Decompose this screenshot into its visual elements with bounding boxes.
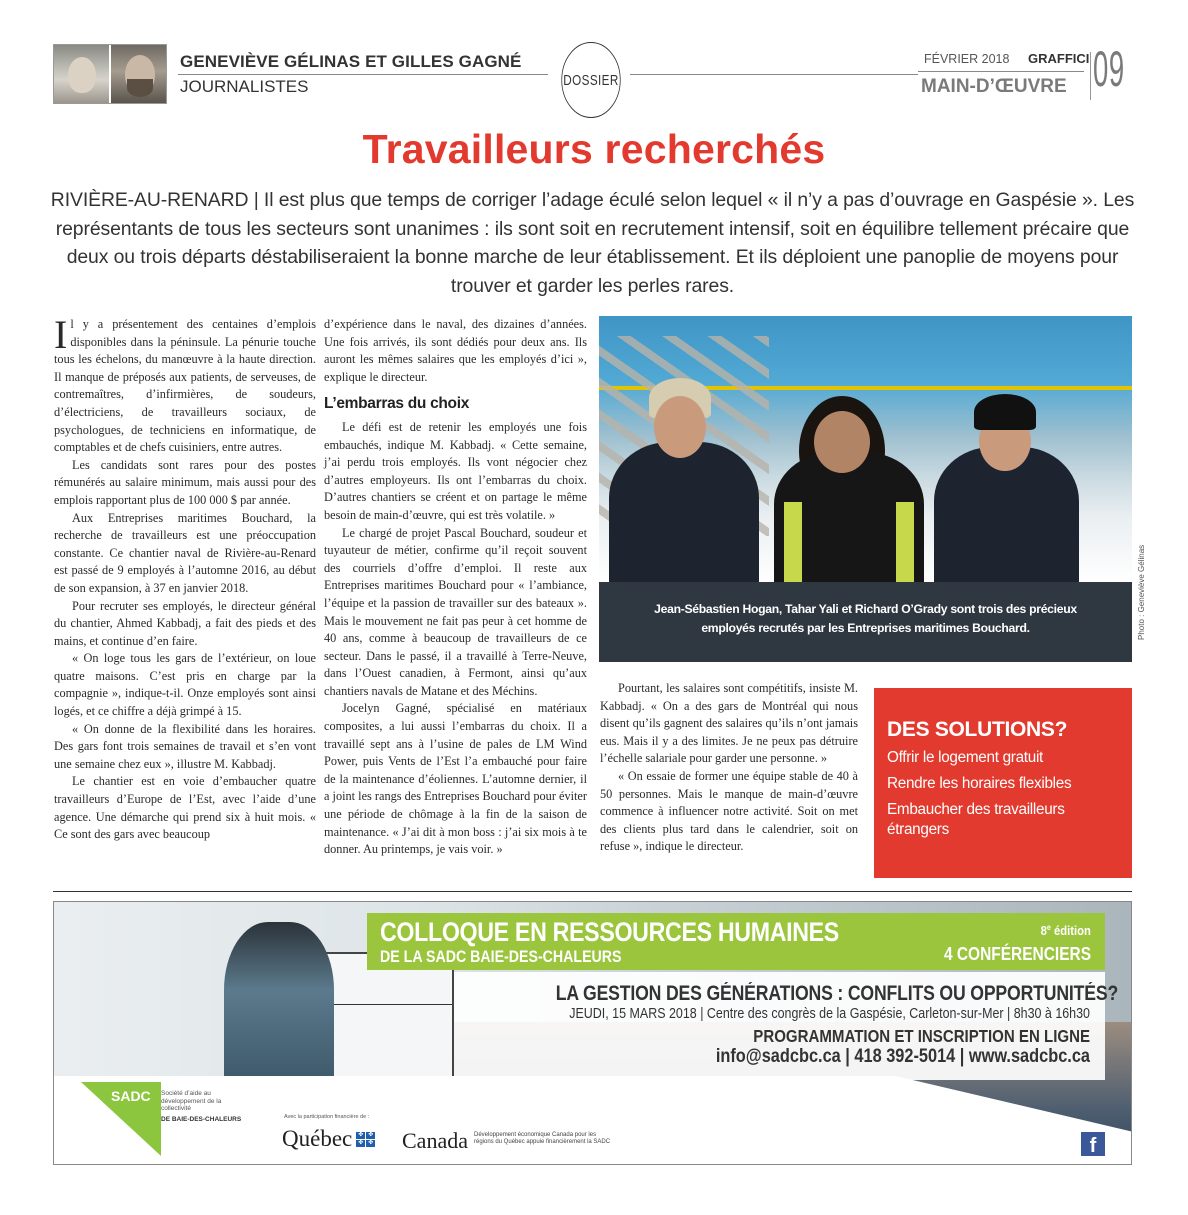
author-photos (53, 44, 167, 104)
header-rule (630, 74, 918, 75)
header-rule (918, 71, 1084, 72)
page-number: 09 (1093, 41, 1125, 97)
article-subheading: L’embarras du choix (324, 395, 470, 413)
ad-info-panel (454, 972, 1119, 1080)
ad-cta: PROGRAMMATION ET INSCRIPTION EN LIGNE (753, 1026, 1090, 1046)
partners-label: Avec la participation financière de : (284, 1114, 370, 1120)
author-photo-genevieve (54, 45, 111, 103)
ad-edition: 8e édition (1040, 923, 1091, 939)
paragraph: Pourtant, les salaires sont compétitifs, insiste M. Kabbadj. « On a des gars de Montréal qui nous disent qu’ils gagnent des salaires qu’ils n’ont jamais eus. Mais il y a des limites. Je ne peux pas détruire l’échelle salariale pour garder une personne. » (600, 681, 858, 766)
paragraph: Le chantier est en voie d’embaucher quatre travailleurs d’Europe de l’Est, avec l’aide d’une agence. Une démarche qui prend six à huit mois. « Ce sont des gars avec beaucoup (54, 774, 316, 842)
ad-subtitle: DE LA SADC BAIE-DES-CHALEURS (380, 948, 622, 966)
solution-item: Rendre les horaires flexibles (887, 775, 1072, 792)
article-column-2 (324, 316, 587, 859)
sadc-description: Société d’aide au développement de la collectivité DE BAIE-DES-CHALEURS (161, 1090, 242, 1123)
facebook-icon[interactable]: f (1081, 1132, 1105, 1156)
article-column-3 (600, 680, 858, 856)
paragraph: Le chargé de projet Pascal Bouchard, soudeur et tuyauteur de métier, confirme qu’il reçoit souvent des courriels d’offre d’emploi. Il reste aux Entreprises maritimes Bouchard pour « l’ambiance, l’équipe et la passion de travailler sur des bateaux ». Mais le mouvement ne fait pas peur à cet homme de 40 ans, comme à beaucoup de travailleurs de ce secteur. Dans le passé, il a travaillé à Terre-Neuve, dans l’Ouest canadien, à Fermont, ainsi qu’aux chantiers navals de Matane et des Méchins. (324, 525, 587, 698)
paragraph: Le défi est de retenir les employés une fois embauchés, indique M. Kabbadj. « Cette semaine, j’ai perdu trois employés. Ils vont négocier chez d’autres employeurs. Ils ont l’embarras du choix. D’autres chantiers se créent et on partage le même besoin de main-d’œuvre, qui est très volatile. » (324, 419, 587, 522)
solution-item: Offrir le logement gratuit (887, 749, 1044, 766)
paragraph: Les candidats sont rares pour des postes rémunérés au salaire minimum, mais aussi pour des emplois rapportant plus de 100 000 $ par année. (54, 457, 316, 507)
ad-banner (367, 913, 1105, 970)
sadc-logo-text: SADC (111, 1088, 151, 1104)
paragraph: d’expérience dans le naval, des dizaines d’années. Une fois arrivés, ils sont dédiés pour deux ans. Ils auront les mêmes salaires que les employés d’ici », explique le directeur. (324, 317, 587, 384)
ad-theme: LA GESTION DES GÉNÉRATIONS : CONFLITS OU OPPORTUNITÉS? (555, 982, 1119, 1005)
solutions-box (874, 688, 1132, 878)
advertisement[interactable] (53, 901, 1132, 1165)
article-title: Travailleurs recherchés (362, 126, 826, 172)
canada-description: Développement économique Canada pour les régions du Québec appuie financièrement la SADC (474, 1132, 611, 1145)
drop-cap: I (54, 312, 68, 357)
publication-name: GRAFFICI (1028, 51, 1090, 66)
solution-item: Embaucher des travailleurs étrangers (887, 801, 1065, 838)
paragraph: « On loge tous les gars de l’extérieur, on loue quatre maisons. C’est pris en charge par la compagnie », indique-t-il. Onze employés sont ainsi logés, et ce chiffre a déjà grimpé à 15. (54, 651, 316, 719)
canada-logo: Canada (402, 1128, 468, 1153)
author-role: JOURNALISTES (180, 77, 309, 96)
article-photo (599, 316, 1132, 662)
photo-credit: Photo : Geneviève Gélinas (1137, 544, 1146, 640)
solutions-title: DES SOLUTIONS? (887, 718, 1068, 741)
paragraph: « On essaie de former une équipe stable de 40 à 50 personnes. Mais le manque de main-d’œuvre commence à influencer notre activité. Soit on met des clients plus tard dans le calendrier, soit on refuse », indique le directeur. (600, 768, 858, 854)
ad-presenter (224, 922, 334, 1092)
article-lede: RIVIÈRE-AU-RENARD | Il est plus que temps de corriger l’adage éculé selon lequel « il n’y a pas d’ouvrage en Gaspésie ». Les représentants de tous les secteurs sont unanimes : ils sont soit en recrutement intensif, soit en équilibre tellement précaire que deux ou trois départs déstabiliseraient la bonne marche de leur établissement. Et ils déploient une panoplie de moyens pour trouver et garder les perles rares. (50, 189, 1135, 297)
ad-title: COLLOQUE EN RESSOURCES HUMAINES (380, 917, 839, 947)
ad-contact[interactable]: info@sadcbc.ca | 418 392-5014 | www.sadcbc.ca (715, 1046, 1090, 1067)
author-photo-gilles (111, 45, 166, 103)
header-divider (1090, 52, 1091, 100)
dossier-badge: DOSSIER (561, 42, 620, 118)
quebec-logo: Québec ✤ ✤ ✤ ✤ (282, 1126, 374, 1151)
article-column-1 (54, 312, 316, 844)
paragraph: Aux Entreprises maritimes Bouchard, la recherche de travailleurs est une préoccupation constante. Ce chantier naval de Rivière-au-Renard est passé de 9 employés à l’automne 2016, au début de son expansion, à 37 en janvier 2018. (54, 510, 316, 595)
paragraph: Jocelyn Gagné, spécialisé en matériaux composites, a lui aussi l’embarras du choix. Il a travaillé sept ans à l’usine de pales de LM Wind Power, puis Vents de l’Est l’a embauché pour faire de la maintenance d’éoliennes. L’automne dernier, il a joint les rangs des Entreprises Bouchard pour éviter une période de chômage à la fin de la saison de maintenance. « J’ai dit à mon boss : j’ai six mois à te donner. Au printemps, je vais voir. » (324, 701, 587, 857)
paragraph: « On donne de la flexibilité dans les horaires. Des gars font trois semaines de travail et s’en vont une semaine chez eux », illustre M. Kabbadj. (54, 721, 316, 771)
paragraph: Il y a présentement des centaines d’emplois disponibles dans la péninsule. La pénurie touche tous les échelons, du manœuvre à la haute direction. Il manque de préposés aux patients, de serveuses, de contremaîtres, d’infirmières, de soudeurs, d’électriciens, de travailleurs sociaux, de psychologues, de techniciens en informatique, de comptables et de chefs cuisiniers, entre autres. (54, 312, 316, 455)
header-rule (178, 74, 548, 75)
solutions-list (887, 748, 1120, 840)
photo-image (599, 316, 1132, 582)
ad-speakers: 4 CONFÉRENCIERS (943, 944, 1091, 964)
paragraph: Pour recruter ses employés, le directeur général du chantier, Ahmed Kabbadj, a fait des pieds et des mains, et continue d’en faire. (54, 598, 316, 648)
fleurdelise-icon: ✤ ✤ ✤ ✤ (358, 1131, 374, 1146)
photo-caption: Jean-Sébastien Hogan, Tahar Yali et Richard O’Grady sont trois des précieux employés recrutés par les Entreprises maritimes Bouchard. (599, 582, 1132, 662)
section-divider (53, 891, 1132, 892)
ad-details: JEUDI, 15 MARS 2018 | Centre des congrès de la Gaspésie, Carleton-sur-Mer | 8h30 à 16h30 (569, 1006, 1090, 1022)
issue-date: FÉVRIER 2018 (924, 52, 1010, 66)
section-name: MAIN-D’ŒUVRE (921, 76, 1067, 97)
author-names: GENEVIÈVE GÉLINAS ET GILLES GAGNÉ (180, 52, 522, 71)
